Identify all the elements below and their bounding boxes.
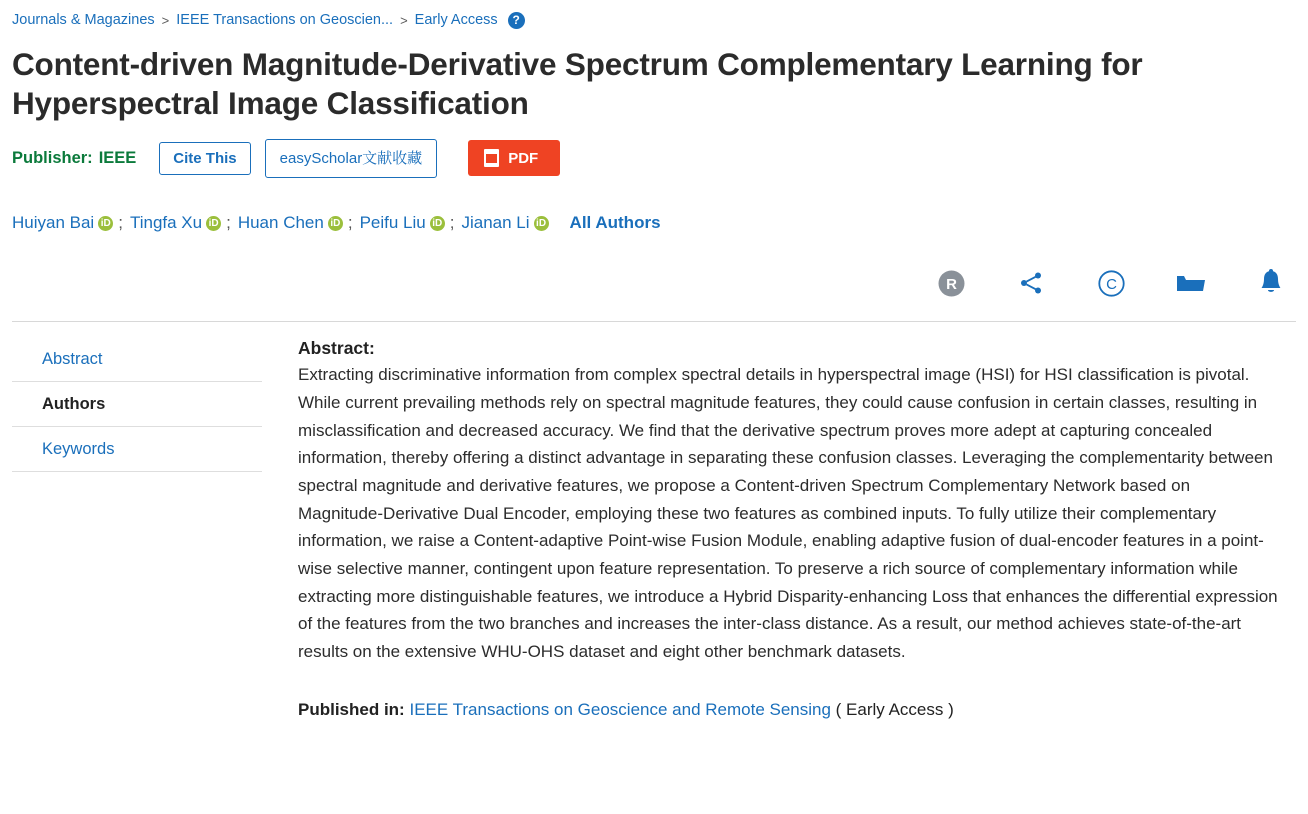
alerts-bell-icon[interactable] bbox=[1256, 268, 1286, 298]
author-separator: ; bbox=[118, 213, 123, 233]
orcid-icon[interactable]: iD bbox=[534, 216, 549, 231]
author-link[interactable]: Huan Chen bbox=[237, 213, 324, 233]
abstract-text: Extracting discriminative information from complex spectral details in hyperspectral image (HSI) for HSI classification is pivotal. While current prevailing methods rely on spectral magnitude features, they could cause confusion in certain classes, resulting in misclassification and decreased accuracy. We find that the derivative spectrum proves more adept at capturing concealed information, thereby offering a distinct advantage in separating these confusion classes. Leveraging the complementarity between spectral magnitude and derivative features, we propose a Content-driven Spectrum Complementary Network based on Magnitude-Derivative Dual Encoder, employing these two features as combined inputs. To fully utilize their complementary information, we raise a Content-adaptive Point-wise Fusion Module, enabling adaptive fusion of dual-encoder features in a point-wise selective manner, contingent upon feature representation. To preserve a rich source of complementary information while extracting more distinguishable features, we introduce a Hybrid Disparity-enhancing Loss that enhances the differential expression of the features from the two branches and increases the inter-class distance. As a result, our method achieves state-of-the-art results on the extensive WHU-OHS dataset and eight other benchmark datasets. bbox=[298, 365, 1278, 662]
help-icon[interactable]: ? bbox=[508, 12, 525, 29]
author-entry bbox=[130, 213, 221, 233]
breadcrumb bbox=[12, 0, 1296, 31]
svg-text:R: R bbox=[945, 275, 957, 293]
author-entry bbox=[360, 213, 445, 233]
page-title: Content-driven Magnitude-Derivative Spectrum Complementary Learning for Hyperspectral Image Classification bbox=[12, 46, 1143, 122]
svg-text:C: C bbox=[1105, 275, 1117, 293]
orcid-icon[interactable]: iD bbox=[206, 216, 221, 231]
author-link[interactable]: Jianan Li bbox=[461, 213, 530, 233]
author-link[interactable]: Peifu Liu bbox=[359, 213, 426, 233]
section-nav bbox=[12, 322, 262, 472]
author-entry bbox=[461, 213, 548, 233]
cite-this-button[interactable]: Cite This bbox=[159, 142, 250, 175]
publisher-name: IEEE bbox=[98, 148, 137, 167]
sidebar-item-abstract[interactable]: Abstract bbox=[12, 337, 262, 382]
published-in-status: ( Early Access ) bbox=[835, 699, 954, 719]
abstract-label: Abstract: bbox=[298, 338, 375, 359]
author-separator: ; bbox=[226, 213, 231, 233]
pdf-button[interactable] bbox=[468, 140, 560, 176]
folder-icon[interactable] bbox=[1176, 268, 1206, 298]
easyscholar-button[interactable]: easyScholar文献收藏 bbox=[265, 139, 438, 178]
orcid-icon[interactable]: iD bbox=[98, 216, 113, 231]
sidebar-item-keywords[interactable]: Keywords bbox=[12, 427, 262, 472]
publisher-label: Publisher: bbox=[12, 148, 93, 167]
author-link[interactable]: Tingfa Xu bbox=[129, 213, 203, 233]
publisher bbox=[12, 149, 136, 168]
share-icon[interactable] bbox=[1016, 268, 1046, 298]
published-in-label: Published in: bbox=[298, 699, 405, 719]
published-in bbox=[298, 700, 1278, 720]
author-separator: ; bbox=[347, 213, 353, 233]
abstract-section bbox=[262, 322, 1296, 720]
pdf-file-icon bbox=[484, 149, 499, 167]
breadcrumb-item-journals[interactable]: Journals & Magazines bbox=[12, 12, 155, 28]
orcid-icon[interactable]: iD bbox=[328, 216, 343, 231]
author-entry bbox=[12, 213, 113, 233]
author-separator: ; bbox=[449, 213, 455, 233]
breadcrumb-separator: > bbox=[161, 12, 170, 28]
pdf-button-label: PDF bbox=[508, 149, 539, 167]
breadcrumb-item-early-access[interactable]: Early Access bbox=[414, 12, 498, 28]
article-body bbox=[12, 322, 1296, 720]
breadcrumb-item-transactions[interactable]: IEEE Transactions on Geoscien... bbox=[176, 12, 394, 28]
all-authors-link[interactable]: All Authors bbox=[569, 213, 661, 233]
author-entry bbox=[238, 213, 343, 233]
orcid-icon[interactable]: iD bbox=[430, 216, 445, 231]
published-in-journal-link[interactable]: IEEE Transactions on Geoscience and Remote Sensing bbox=[409, 699, 831, 719]
sidebar-item-authors[interactable]: Authors bbox=[12, 382, 262, 427]
article-tools-toolbar bbox=[12, 263, 1296, 303]
breadcrumb-separator: > bbox=[400, 12, 408, 28]
authors-list bbox=[12, 211, 1296, 235]
action-row bbox=[12, 136, 1296, 180]
copyright-icon[interactable] bbox=[1096, 268, 1126, 298]
researchgate-icon[interactable] bbox=[936, 268, 966, 298]
author-link[interactable]: Huiyan Bai bbox=[12, 213, 95, 233]
